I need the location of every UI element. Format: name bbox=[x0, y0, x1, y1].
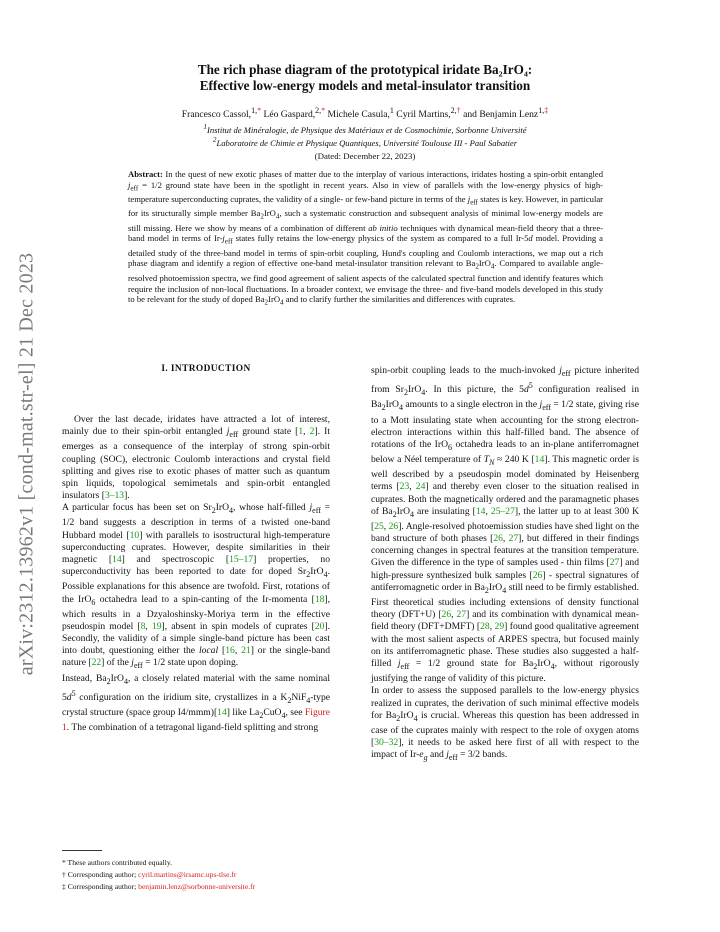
email-link[interactable]: cyril.martins@irsamc.ups-tlse.fr bbox=[138, 870, 237, 879]
dated-line: (Dated: December 22, 2023) bbox=[314, 151, 416, 161]
paragraph: In order to assess the supposed parallels to the low-energy physics realized in cuprates, the derivation of such minimal effective models for $Ba_2IrO_4$ is crucial. Whereas this question has been addressed in case of the cuprates mainly with respect to the role of oxygen atoms [30–32], it needs to be asked here first of all with respect to the impact of $Ir-e_g$ and $j_{eff} = 3/2$ bands. bbox=[371, 685, 639, 763]
section-heading: I. INTRODUCTION bbox=[161, 364, 251, 374]
footnote-equal: * These authors contributed equally. bbox=[62, 858, 173, 867]
email-link[interactable]: benjamin.lenz@sorbonne-universite.fr bbox=[138, 882, 256, 891]
paper-title bbox=[100, 62, 630, 94]
arxiv-stamp: arXiv:2312.13962v1 [cond-mat.str-el] 21 Dec 2023 bbox=[15, 252, 38, 676]
paragraph: A particular focus has been set on $Sr_2IrO_4$, whose half-filled $j_{eff} = 1/2$ band suggests a description in terms of a twisted one-band Hubbard model [10] with parallels to isostructural high-temperature superconducting cuprates. However, despite similarities in their magnetic [14] and spectroscopic [15–17] properties, no superconductivity has been reported to date for doped $Sr_2IrO_4$. Possible explanations for this absence are twofold. First, rotations of the IrO$_6$ octahedra lead to a spin-canting of the Ir-momenta [18], which results in a Dzyaloshinsky-Moriya term in the effective pseudospin model [8, 19], absent in spin models of cuprates [20]. Secondly, the validity of a simple single-band picture has been cast into doubt, questioning either the local [16, 21] or the single-band nature [22] of the $j_{eff} = 1/2$ state upon doping. bbox=[62, 502, 331, 671]
abstract-label: Abstract: bbox=[128, 169, 163, 179]
title-line-2: Effective low-energy models and metal-insulator transition bbox=[199, 78, 531, 93]
affiliation-2: $^2$Laboratoire de Chimie et Physique Quantiques, Université Toulouse III - Paul Sabatier bbox=[212, 136, 518, 148]
footnote-corresponding-2: ‡ Corresponding author; benjamin.lenz@sorbonne-universite.fr bbox=[62, 882, 256, 891]
abstract: Abstract: In the quest of new exotic phases of matter due to the interplay of various interactions, iridates hosting a spin-orbit entangled $j_{eff} = 1/2$ ground state have been in the spotlight in recent years. Also in view of parallels with the low-energy physics of high-temperature superconducting cuprates, the validity of a single- or few-band picture in terms of the $j_{eff}$ states is key. However, in particular for its structurally simple member $Ba_2IrO_4$, such a systematic construction and subsequent analysis of minimal low-energy models are still missing. Here we show by means of a combination of different ab initio techniques with dynamical mean-field theory that a three-band model in terms of $Ir-j_{eff}$ states fully retains the low-energy physics of the system as compared to a full Ir-5d model. Providing a detailed study of the three-band model in terms of spin-orbit coupling, Hund's coupling and Coulomb interactions, we map out a rich phase diagram and identify a region of effective one-band metal-insulator transition relevant to $Ba_2IrO_4$. Compared to available angle-resolved photoemission spectra, we find good agreement of salient aspects of the calculated spectral function and identify features which require the inclusion of non-local fluctuations. In a broader context, we envisage the three- and five-band models developed in this study to be relevant for the study of doped $Ba_2IrO_4$ and to clarify further the similarities and differences with cuprates. bbox=[128, 169, 604, 307]
paragraph: spin-orbit coupling leads to the much-invoked $j_{eff}$ picture inherited from $Sr_2IrO_4$. In this picture, the $5d^5$ configuration realised in $Ba_2IrO_4$ amounts to a single electron in the $j_{eff} = 1/2$ state, giving rise to a Mott insulating state when accounting for the strong electron-electron interactions within this half-filled band. The absence of rotations of the IrO$_6$ octahedra leads to an in-plane antiferromagnet below a Néel temperature of $T_N \approx 240$ K [14]. This magnetic order is well described by a pseudospin model dominated by Heisenberg terms [23, 24] and thereby even closer to the situation realised in cuprates. Both the magnetically ordered and the paramagnetic phases of $Ba_2IrO_4$ are insulating [14, 25–27], the latter up to at least 300 K [25, 26]. Angle-resolved photoemission studies have shed light on the band structure of both phases [26, 27], but differed in their findings concerning changes in spectral features at the transition temperature. Given the difference in the type of samples used - thin films [27] and high-pressure synthesized bulk samples [26] - spectral signatures of antiferromagnetic order in $Ba_2IrO_4$ still need to be firmly established. First theoretical studies including extensions of density functional theory (DFT+U) [26, 27] and its combination with dynamical mean-field theory (DFT+DMFT) [28, 29] found good qualitative agreement with the most salient aspects of ARPES spectra, but focused mainly on its antiferromagnetic phase. These studies also suggested a half-filled $j_{eff} = 1/2$ ground state for $Ba_2IrO_4$, without rigorously justifying the range of validity of this picture. bbox=[371, 365, 640, 685]
left-column bbox=[62, 414, 330, 734]
right-column bbox=[371, 365, 639, 764]
paragraph: Over the last decade, iridates have attracted a lot of interest, mainly due to their spin-orbit entangled $j_{eff}$ ground state [1, 2]. It emerges as a consequence of the interplay of strong spin-orbit coupling (SOC), electronic Coulomb interactions and crystal field splitting and gives rise to exotic phases of matter such as quantum spin liquids, topological semimetals and spin-orbit entangled insulators [3–13]. bbox=[62, 414, 331, 502]
paragraph: Instead, $Ba_2IrO_4$, a closely related material with the same nominal $5d^5$ configuration on the iridium site, crystallizes in a $K_2NiF_4$-type crystal structure (space group I4/mmm)[14] like $La_2CuO_4$, see Figure 1. The combination of a tetragonal ligand-field splitting and strong bbox=[62, 672, 330, 734]
title-line-1: The rich phase diagram of the prototypical iridate Ba₂IrO₄: bbox=[197, 62, 533, 77]
author-list: Francesco Cassol,$^{1,*}$ Léo Gaspard,$^{2,*}$ Michele Casula,$^1$ Cyril Martins,$^{2,\dagger}$ and Benjamin Lenz$^{1,\ddagger}$ bbox=[181, 106, 549, 121]
footnote-rule bbox=[62, 850, 102, 851]
footnote-corresponding-1: † Corresponding author; cyril.martins@irsamc.ups-tlse.fr bbox=[62, 870, 237, 879]
affiliation-1: $^1$Institut de Minéralogie, de Physique des Matériaux et de Cosmochimie, Sorbonne Université bbox=[203, 123, 527, 135]
